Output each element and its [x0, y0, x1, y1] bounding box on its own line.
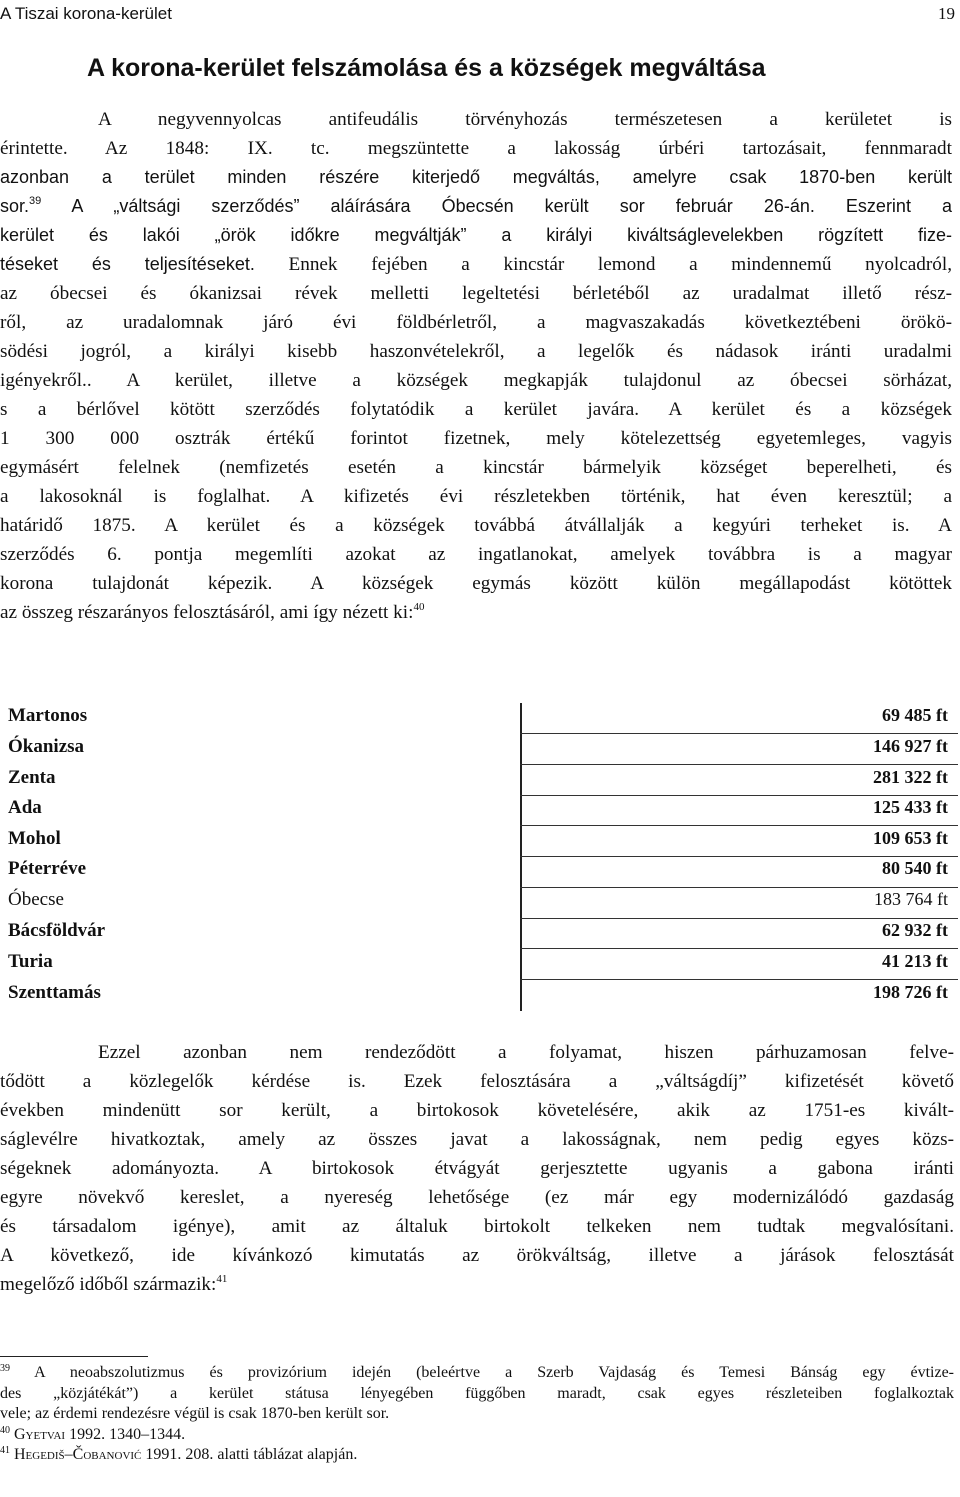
text-line: határidő 1875. A kerület és a községek továbbá átvállalják a kegyúri terheket is. A [0, 515, 952, 536]
amount-value: 62 932 ft [882, 920, 948, 940]
text-line: egymásért felelnek (nemfizetés esetén a kincstár bármelyik községet beperelheti, és [0, 457, 952, 478]
amount-value: 109 653 ft [873, 828, 948, 848]
village-name: Ókanizsa [8, 736, 85, 757]
footnote-41 [0, 1445, 954, 1466]
footnote-40 [0, 1425, 954, 1446]
text-fragment: A „váltsági szerződés” aláírására Óbecsén került sor február 26-án. Eszerint a [41, 196, 952, 216]
paragraph-1 [0, 105, 952, 627]
table-row [6, 765, 958, 795]
footnote-text: A neoabszolutizmus és provizórium idején (beleértve a Szerb Vajdaság és Temesi Bánság egy évtize- [34, 1364, 954, 1381]
footnote-39 [0, 1363, 954, 1384]
page-number: 19 [938, 4, 955, 23]
footnote-number: 40 [0, 1424, 10, 1436]
text-line: 1 300 000 osztrák értékű forintot fizetnek, mely kötelezettség egyetemleges, vagyis [0, 428, 952, 449]
text-line [0, 1270, 954, 1299]
table-row [6, 734, 958, 764]
running-header [0, 4, 960, 26]
table-row [6, 918, 958, 948]
text-line: A negyvennyolcas antifeudális törvényhozás természetesen a kerületet is [98, 109, 952, 130]
text-line: s a bérlővel kötött szerződés folytatódik a kerület javára. A kerület és a községek [0, 399, 952, 420]
village-name: Martonos [8, 705, 88, 726]
amount-value: 69 485 ft [882, 705, 948, 725]
text-line [0, 250, 952, 279]
footnote-author: Hegediš–Čobanović [14, 1446, 142, 1463]
text-fragment: sor. [0, 196, 30, 216]
amount-value: 183 764 ft [874, 889, 948, 909]
footnote-separator [0, 1356, 148, 1357]
footnote-author: Gyetvai [14, 1425, 66, 1443]
village-name: Szenttamás [8, 982, 101, 1003]
village-name: Óbecse [8, 889, 64, 910]
text-line: években mindenütt sor került, a birtokosok követelésére, akik az 1751-es kivált- [0, 1100, 954, 1121]
footnote-ref-39: 39 [29, 195, 42, 207]
text-line: ről, az uradalomnak járó évi földbérletről, a magvaszakadás következtébeni örökö- [0, 312, 952, 333]
text-line: egyre növekvő kereslet, a nyereség lehetősége (ez már egy modernizálódó gazdaság [0, 1187, 954, 1208]
text-line: a lakosoknál is foglalhat. A kifizetés évi részletekben történik, hat éven keresztül; a [0, 486, 952, 507]
amount-value: 125 433 ft [873, 797, 948, 817]
text-line: Ezzel azonban nem rendeződött a folyamat, hiszen párhuzamosan felve- [98, 1042, 954, 1063]
table-row [6, 856, 958, 886]
table-row [6, 949, 958, 979]
running-title: A Tiszai korona-kerület [0, 4, 172, 23]
footnote-number: 39 [0, 1363, 10, 1374]
text-line: kerület és lakói „örök időkre megváltják” a királyi kiváltságlevelekben rögzített fize- [0, 225, 952, 245]
village-name: Péterréve [8, 858, 87, 879]
text-fragment: megelőző időből származik: [0, 1274, 217, 1295]
amount-value: 281 322 ft [873, 767, 948, 787]
text-line [0, 192, 952, 221]
footnote-ref-40: 40 [413, 601, 425, 613]
village-name: Bácsföldvár [8, 920, 106, 941]
text-line: szerződés 6. pontja megemlíti azokat az ingatlanokat, amelyek továbbra is a magyar [0, 544, 952, 565]
allocation-table [6, 703, 958, 1011]
village-name: Mohol [8, 828, 61, 849]
text-line: azonban a terület minden részére kiterjedő megváltás, amelyre csak 1870-ben került [0, 167, 952, 187]
text-line: korona tulajdonát képezik. A községek egymás között külön megállapodást kötöttek [0, 573, 952, 594]
table-row [6, 887, 958, 917]
village-name: Zenta [8, 767, 56, 788]
text-line: és társadalom igénye), amit az általuk birtokolt telkeken nem tudtak megvalósítani. [0, 1216, 954, 1237]
text-line: ségeknek adományozta. A birtokosok étvágyát gerjesztette ugyanis a gabona iránti [0, 1158, 954, 1179]
amount-value: 146 927 ft [873, 736, 948, 756]
amount-value: 41 213 ft [882, 951, 948, 971]
village-name: Turia [8, 951, 53, 972]
text-line: södési jogról, a királyi kisebb haszonvételekről, a legelők és nádasok iránti uradalmi [0, 341, 952, 362]
table-row [6, 703, 958, 733]
table-row [6, 826, 958, 856]
footnote-line: vele; az érdemi rendezésre végül is csak 1870-ben került sor. [0, 1405, 390, 1422]
footnote-number: 41 [0, 1445, 10, 1456]
table-row [6, 795, 958, 825]
text-line: tődött a közlegelők kérdése is. Ezek felosztására a „váltságdíj” kifizetését követő [0, 1071, 954, 1092]
paragraph-2 [0, 1038, 954, 1299]
text-fragment: az összeg részarányos felosztásáról, ami így nézett ki: [0, 602, 414, 623]
text-fragment: Ennek fejében a kincstár lemond a mindennemű nyolcadról, [254, 254, 952, 275]
footnote-text: 1992. 1340–1344. [65, 1425, 186, 1443]
text-line: A következő, ide kívánkozó kimutatás az örökváltság, illetve a járások felosztását [0, 1245, 954, 1266]
text-line: érintette. Az 1848: IX. tc. megszüntette a lakosság úrbéri tartozásait, fennmaradt [0, 138, 952, 159]
text-line: az óbecsei és ókanizsai révek melletti legeltetési bérletéből az uradalmat illető rész- [0, 283, 952, 304]
footnote-text: 1991. 208. alatti táblázat alapján. [141, 1446, 358, 1463]
table-row [6, 980, 958, 1010]
amount-value: 198 726 ft [873, 982, 948, 1002]
amount-value: 80 540 ft [882, 858, 948, 878]
text-fragment: téseket és teljesítéseket. [0, 254, 255, 274]
text-line [0, 598, 952, 627]
footnote-ref-41: 41 [216, 1273, 228, 1285]
footnote-line: des „közjátékát”) a kerület státusa lényegében függőben maradt, csak egyes részleteiben foglalkoztak [0, 1384, 954, 1402]
footnotes [0, 1363, 954, 1466]
text-line: ságlevélre hivatkoztak, amely az összes javat a lakosságnak, nem pedig egyes közs- [0, 1129, 954, 1150]
section-title: A korona-kerület felszámolása és a községek megváltása [87, 54, 766, 82]
village-name: Ada [8, 797, 42, 818]
text-line: igényekről.. A kerület, illetve a községek megkapják tulajdonul az óbecsei sörházat, [0, 370, 952, 391]
